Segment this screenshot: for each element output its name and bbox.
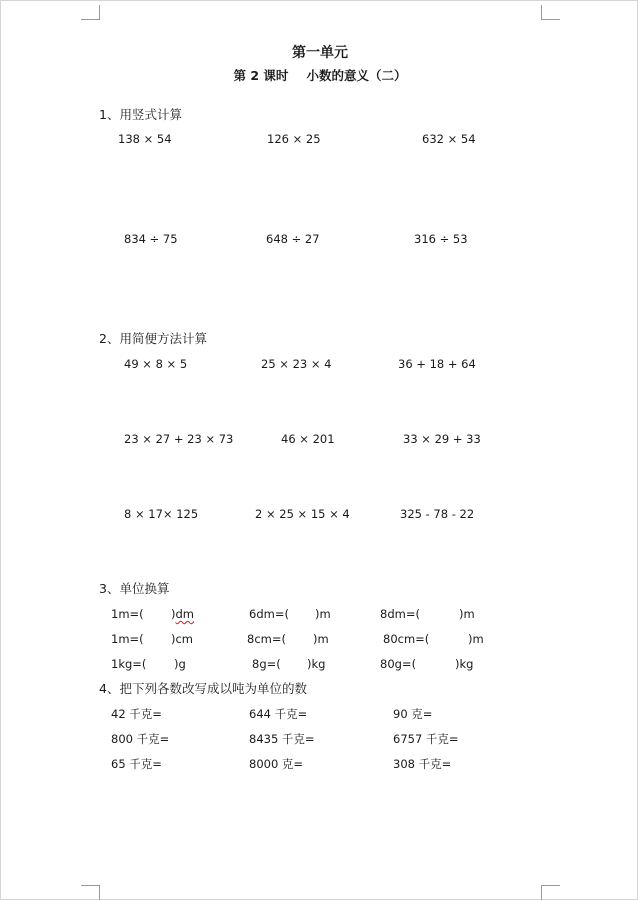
problem-1-2: 126 × 25 bbox=[267, 132, 321, 146]
weight-2-1: 800 千克= bbox=[111, 732, 170, 746]
problem-2-4: 23 × 27 + 23 × 73 bbox=[124, 432, 234, 446]
conversion-2-1-right: )cm bbox=[171, 632, 194, 646]
conversion-1-3-right: )m bbox=[459, 607, 475, 621]
weight-1-2: 644 千克= bbox=[249, 707, 308, 721]
spellcheck-underlined-unit: dm bbox=[175, 607, 195, 621]
crop-mark-top-left bbox=[81, 5, 100, 20]
crop-mark-bottom-right bbox=[541, 885, 560, 900]
problem-2-7: 8 × 17× 125 bbox=[124, 507, 199, 521]
section-4-title: 4、把下列各数改写成以吨为单位的数 bbox=[99, 681, 307, 696]
unit-title: 第一单元 bbox=[292, 45, 348, 61]
problem-2-3: 36 + 18 + 64 bbox=[398, 357, 476, 371]
conversion-2-2-right: )m bbox=[313, 632, 329, 646]
weight-2-3: 6757 千克= bbox=[393, 732, 459, 746]
problem-2-9: 325 - 78 - 22 bbox=[400, 507, 475, 521]
conversion-2-3-right: )m bbox=[468, 632, 484, 646]
lesson-name: 小数的意义（二） bbox=[306, 68, 407, 83]
conversion-3-2-right: )kg bbox=[307, 657, 326, 671]
problem-2-8: 2 × 25 × 15 × 4 bbox=[255, 507, 350, 521]
problem-1-5: 648 ÷ 27 bbox=[266, 232, 320, 246]
crop-mark-bottom-left bbox=[81, 885, 100, 900]
problem-1-1: 138 × 54 bbox=[118, 132, 172, 146]
weight-1-1: 42 千克= bbox=[111, 707, 162, 721]
section-2-title: 2、用简便方法计算 bbox=[99, 331, 207, 346]
problem-2-6: 33 × 29 + 33 bbox=[403, 432, 481, 446]
section-1-title: 1、用竖式计算 bbox=[99, 107, 182, 122]
weight-3-1: 65 千克= bbox=[111, 757, 162, 771]
conversion-3-3-left: 80g=( bbox=[380, 657, 417, 671]
conversion-2-2-left: 8cm=( bbox=[247, 632, 286, 646]
lesson-title bbox=[1, 68, 638, 84]
conversion-3-2-left: 8g=( bbox=[252, 657, 281, 671]
crop-mark-top-right bbox=[541, 5, 560, 20]
conversion-1-1-right: )dm bbox=[171, 607, 195, 621]
weight-3-3: 308 千克= bbox=[393, 757, 452, 771]
problem-1-6: 316 ÷ 53 bbox=[414, 232, 468, 246]
conversion-2-1-left: 1m=( bbox=[111, 632, 144, 646]
problem-1-3: 632 × 54 bbox=[422, 132, 476, 146]
conversion-1-2-left: 6dm=( bbox=[249, 607, 289, 621]
problem-1-4: 834 ÷ 75 bbox=[124, 232, 178, 246]
conversion-1-3-left: 8dm=( bbox=[380, 607, 420, 621]
weight-3-2: 8000 克= bbox=[249, 757, 304, 771]
conversion-3-1-left: 1kg=( bbox=[111, 657, 147, 671]
problem-2-5: 46 × 201 bbox=[281, 432, 335, 446]
weight-2-2: 8435 千克= bbox=[249, 732, 315, 746]
section-3-title: 3、单位换算 bbox=[99, 581, 170, 596]
conversion-3-1-right: )g bbox=[174, 657, 186, 671]
weight-1-3: 90 克= bbox=[393, 707, 433, 721]
problem-2-2: 25 × 23 × 4 bbox=[261, 357, 332, 371]
conversion-3-3-right: )kg bbox=[455, 657, 474, 671]
lesson-prefix: 第 2 课时 bbox=[233, 68, 289, 83]
conversion-1-2-right: )m bbox=[315, 607, 331, 621]
conversion-2-3-left: 80cm=( bbox=[383, 632, 430, 646]
conversion-1-1-left: 1m=( bbox=[111, 607, 144, 621]
problem-2-1: 49 × 8 × 5 bbox=[124, 357, 188, 371]
